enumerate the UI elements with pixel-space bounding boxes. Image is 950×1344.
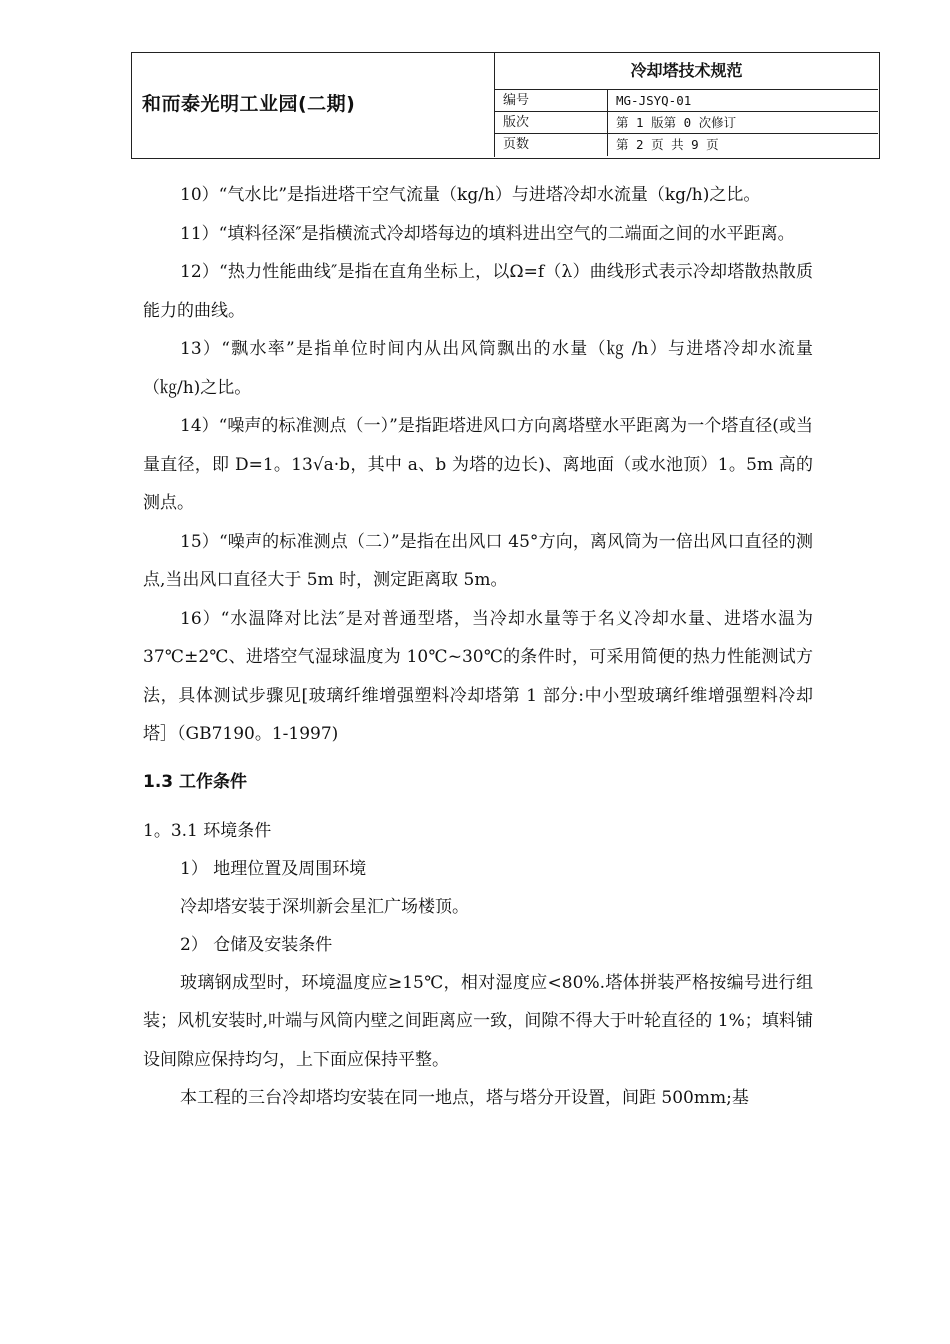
definition-paragraph: 12）“热力性能曲线″是指在直角坐标上，以Ω=f（λ）曲线形式表示冷却塔散热散质能力的曲线。 xyxy=(143,262,813,321)
list-item: 1） 地理位置及周围环境 xyxy=(180,858,367,879)
definition-paragraph: 13）“飘水率”是指单位时间内从出风筒飘出的水量（㎏ /h）与进塔冷却水流量（㎏/h)之比。 xyxy=(143,339,813,398)
header-value: 第 2 页 共 9 页 xyxy=(616,137,719,152)
section-heading: 1.3 工作条件 xyxy=(143,771,248,792)
list-item: 2） 仓储及安装条件 xyxy=(180,934,333,955)
header-value: 第 1 版第 0 次修订 xyxy=(616,115,737,130)
organization-name: 和而泰光明工业园(二期) xyxy=(142,93,356,115)
definition-paragraph: 14）“噪声的标准测点（一）”是指距塔进风口方向离塔壁水平距离为一个塔直径(或当量直径，即 D=1。13√a·b，其中 a、b 为塔的边长)、离地面（或水池顶）1。5m 高的测点。 xyxy=(143,416,813,513)
list-item-text: 冷却塔安装于深圳新会星汇广场楼顶。 xyxy=(180,896,469,917)
header-organization-cell xyxy=(132,53,495,157)
header-row-edition xyxy=(495,112,878,134)
header-key: 版次 xyxy=(495,112,608,134)
document-header-table xyxy=(131,52,880,159)
body-paragraph: 本工程的三台冷却塔均安装在同一地点，塔与塔分开设置，间距 500mm;基 xyxy=(180,1088,749,1108)
definition-paragraph: 16）“水温降对比法″是对普通型塔，当冷却水量等于名义冷却水量、进塔水温为 37℃±2℃、进塔空气湿球温度为 10℃~30℃的条件时，可采用简便的热力性能测试方法，具体测试步骤见[玻璃纤维增强塑料冷却塔第 1 部分:中小型玻璃纤维增强塑料冷却塔］（GB7190。1-1997) xyxy=(143,608,813,744)
header-key: 编号 xyxy=(495,90,608,112)
body-paragraph: 玻璃钢成型时，环境温度应≥15℃，相对湿度应<80%.塔体拼装严格按编号进行组装；风机安装时,叶端与风筒内壁之间距离应一致，间隙不得大于叶轮直径的 1%；填料铺设间隙应保持均匀，上下面应保持平整。 xyxy=(143,972,813,1070)
document-body xyxy=(143,176,813,1118)
header-value: MG-JSYQ-01 xyxy=(616,93,692,108)
subsection-heading: 1。3.1 环境条件 xyxy=(143,820,272,841)
header-info-cell xyxy=(495,53,878,157)
definition-paragraph: 10）“气水比”是指进塔干空气流量（kg/h）与进塔冷却水流量（kg/h)之比。 xyxy=(180,185,761,205)
definition-paragraph: 11）“填料径深″是指横流式冷却塔每边的填料进出空气的二端面之间的水平距离。 xyxy=(180,223,795,244)
header-row-pages xyxy=(495,134,878,156)
header-row-number xyxy=(495,90,878,112)
header-key: 页数 xyxy=(495,134,608,156)
definition-paragraph: 15）“噪声的标准测点（二）”是指在出风口 45°方向，离风筒为一倍出风口直径的测点,当出风口直径大于 5m 时，测定距离取 5m。 xyxy=(143,531,813,590)
document-title: 冷却塔技术规范 xyxy=(495,53,878,90)
